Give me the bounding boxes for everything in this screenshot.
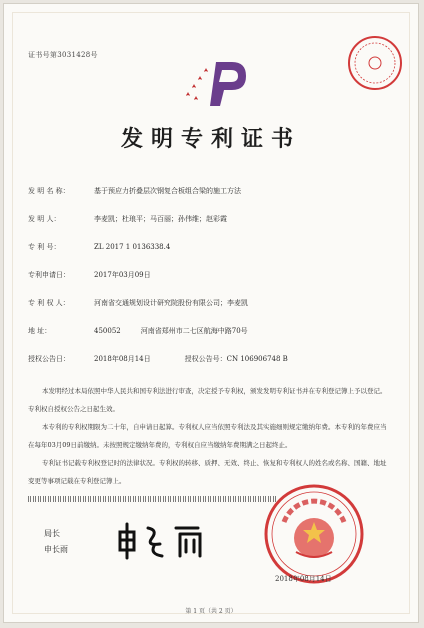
corner-seal-icon [346, 34, 404, 92]
field-invention-name [28, 186, 241, 196]
filing-date-label: 专利申请日： [28, 271, 70, 279]
pub-no-value: CN 106906748 B [226, 355, 288, 363]
certificate-page [3, 3, 419, 623]
inventors-label: 发 明 人： [28, 215, 61, 223]
page-number: 第 1 页（共 2 页） [185, 608, 237, 615]
inventors-value: 李麦凯；杜琅平；马百丽；孙伟维；赵彩霞 [94, 215, 227, 223]
patent-no-label: 专 利 号： [28, 243, 61, 251]
field-patentee [28, 298, 248, 308]
patent-office-logo [180, 54, 250, 114]
body-paragraph-1: 本发明经过本局依照中华人民共和国专利法进行审查，决定授予专利权，颁发发明专利证书并在专利登记簿上予以登记。专利权自授权公告之日起生效。 [28, 387, 387, 413]
seal-date: 2018年08月14日 [275, 575, 332, 583]
filing-date-value: 2017年03月09日 [94, 271, 151, 279]
field-grant-date [28, 354, 288, 364]
certificate-title: 发明专利证书 [120, 126, 301, 152]
address-value: 河南省郑州市二七区航海中路70号 [140, 327, 248, 335]
field-patent-no [28, 242, 170, 252]
director-name: 申长雨 [44, 545, 68, 554]
field-filing-date [28, 270, 151, 280]
grant-date-value: 2018年08月14日 [94, 355, 151, 363]
address-label: 地 址： [28, 327, 52, 335]
field-inventors [28, 214, 227, 224]
director-signature [114, 520, 224, 560]
patentee-value: 河南省交通规划设计研究院股份有限公司；李麦凯 [94, 299, 248, 307]
invention-name-label: 发 明 名 称： [28, 187, 70, 195]
official-seal-icon [262, 482, 366, 586]
grant-date-label: 授权公告日： [28, 355, 70, 363]
pub-no-label: 授权公告号： [184, 355, 227, 363]
barcode [28, 496, 278, 502]
field-address [28, 326, 248, 336]
certificate-number: 证书号第3031428号 [28, 51, 98, 59]
certificate-body [28, 382, 392, 490]
patent-no-value: ZL 2017 1 0136338.4 [94, 243, 171, 251]
director-title: 局长 [44, 529, 60, 538]
body-paragraph-3: 专利证书记载专利权登记时的法律状况。专利权的转移、质押、无效、终止、恢复和专利权人的姓名或名称、国籍、地址变更等事项记载在专利登记簿上。 [28, 459, 387, 485]
postcode-value: 450052 [94, 327, 121, 335]
patentee-label: 专 利 权 人： [28, 299, 70, 307]
body-paragraph-2: 本专利的专利权期限为二十年，自申请日起算。专利权人应当依照专利法及其实施细则规定缴纳年费。本专利的年费应当在每年03月09日前缴纳。未按照规定缴纳年费的，专利权自应当缴纳年费期满之日起终止。 [28, 423, 387, 449]
invention-name-value: 基于预应力折叠层次钢复合板组合梁的施工方法 [94, 187, 241, 195]
